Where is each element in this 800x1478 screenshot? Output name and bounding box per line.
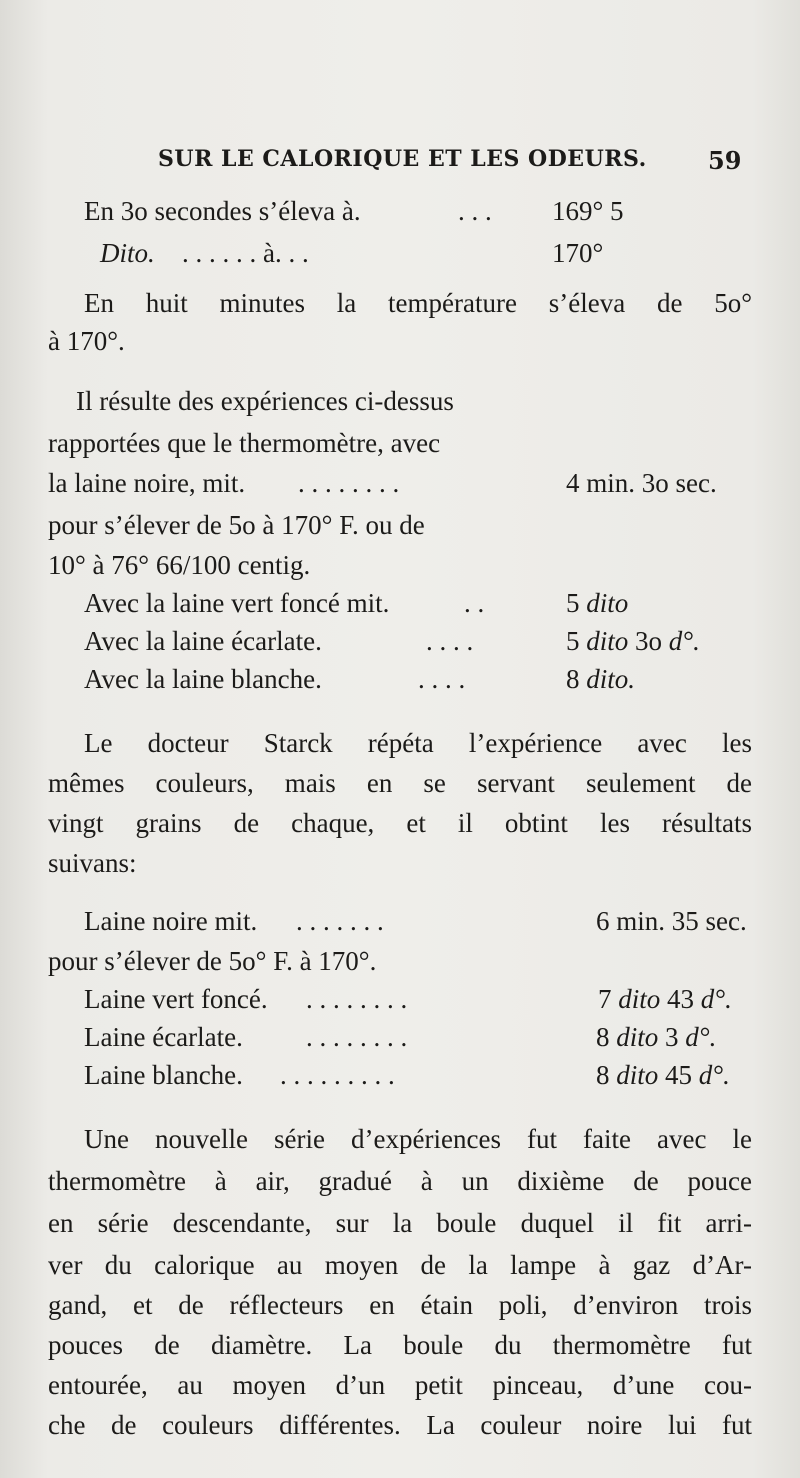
row-label: Laine blanche. — [84, 1060, 243, 1090]
row-label: Dito. — [100, 238, 155, 268]
row-label: En 3o secondes s’éleva à. — [84, 196, 361, 226]
row-label: Avec la laine blanche. — [84, 664, 322, 694]
row-label: Avec la laine vert foncé mit. — [84, 588, 390, 618]
text-line: suivans: — [48, 848, 137, 878]
table-row — [84, 622, 322, 660]
row-value: 8 dito 3 d°. — [596, 1022, 717, 1052]
row-value: 7 dito 43 d°. — [598, 984, 732, 1014]
text-line: Une nouvelle série d’expériences fut faite avec le — [84, 1124, 752, 1154]
row-value: 169° 5 — [552, 196, 624, 226]
running-title: SUR LE CALORIQUE ET LES ODEURS. — [158, 146, 647, 172]
dot-leader: . . — [464, 588, 485, 618]
page-number: 59 — [708, 146, 742, 175]
text-line: En huit minutes la température s’éleva de 5o° — [84, 288, 752, 318]
text-line: pour s’élever de 5o à 170° F. ou de — [48, 510, 425, 540]
text-line: à 170°. — [48, 326, 125, 356]
table-row — [84, 902, 257, 940]
dot-leader: . . . . . . . . — [306, 984, 408, 1014]
table-row — [100, 234, 155, 272]
text-line: Le docteur Starck répéta l’expérience avec les — [84, 728, 752, 758]
text-line: ver du calorique au moyen de la lampe à gaz d’Ar- — [48, 1250, 752, 1280]
text-line: pour s’élever de 5o° F. à 170°. — [48, 946, 377, 976]
row-label: Avec la laine écarlate. — [84, 626, 322, 656]
row-label: la laine noire, mit. — [48, 468, 246, 498]
text-line: Il résulte des expériences ci-dessus — [76, 386, 454, 416]
table-row — [84, 192, 361, 230]
row-value: 170° — [552, 238, 604, 268]
table-row — [84, 660, 322, 698]
dot-leader: . . . — [458, 196, 492, 226]
dot-leader: . . . . . . à. . . — [182, 238, 309, 268]
text-line: che de couleurs différentes. La couleur noire lui fut — [48, 1410, 752, 1440]
row-value: 8 dito 45 d°. — [596, 1060, 730, 1090]
page-header — [0, 146, 800, 182]
table-row — [84, 980, 268, 1018]
row-label: Laine vert foncé. — [84, 984, 268, 1014]
table-row — [84, 584, 389, 622]
text-line: rapportées que le thermomètre, avec — [48, 428, 441, 458]
row-label: Laine noire mit. — [84, 906, 258, 936]
row-value: 4 min. 3o sec. — [566, 468, 717, 498]
text-line: vingt grains de chaque, et il obtint les résultats — [48, 808, 752, 838]
dot-leader: . . . . — [418, 664, 466, 694]
table-row — [48, 464, 245, 502]
text-line: en série descendante, sur la boule duquel il fit arri- — [48, 1208, 752, 1238]
text-line: thermomètre à air, gradué à un dixième de pouce — [48, 1166, 752, 1196]
dot-leader: . . . . . . . . . — [280, 1060, 395, 1090]
text-line: mêmes couleurs, mais en se servant seulement de — [48, 768, 752, 798]
row-value: 8 dito. — [566, 664, 636, 694]
text-line: gand, et de réflecteurs en étain poli, d’environ trois — [48, 1290, 752, 1320]
table-row — [84, 1018, 243, 1056]
text-line: pouces de diamètre. La boule du thermomètre fut — [48, 1330, 752, 1360]
text-line: entourée, au moyen d’un petit pinceau, d’une cou- — [48, 1370, 752, 1400]
dot-leader: . . . . — [426, 626, 474, 656]
dot-leader: . . . . . . . — [296, 906, 384, 936]
dot-leader: . . . . . . . . — [306, 1022, 408, 1052]
row-value: 5 dito 3o d°. — [566, 626, 700, 656]
row-value: 6 min. 35 sec. — [596, 906, 747, 936]
row-label: Laine écarlate. — [84, 1022, 243, 1052]
dot-leader: . . . . . . . . — [298, 468, 400, 498]
row-value: 5 dito — [566, 588, 629, 618]
text-line: 10° à 76° 66/100 centig. — [48, 550, 311, 580]
table-row — [84, 1056, 243, 1094]
